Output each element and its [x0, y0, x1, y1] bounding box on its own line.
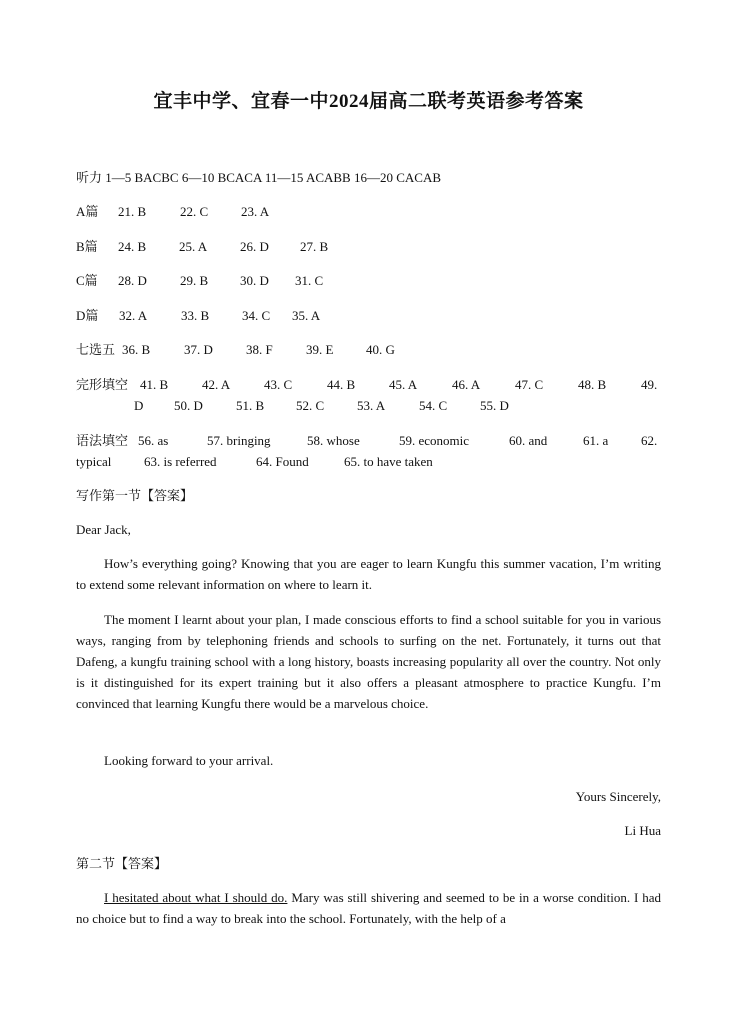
listening-answers: 听力 1—5 BACBC 6—10 BCACA 11—15 ACABB 16—20 CACAB: [76, 170, 442, 185]
section-label: 七选五: [76, 342, 116, 357]
section-label: D篇: [76, 308, 99, 323]
answer: 33. B: [181, 308, 210, 323]
answer: 37. D: [184, 342, 213, 357]
answer: 29. B: [180, 273, 209, 288]
answer: 50. D: [174, 398, 203, 413]
answer: 27. B: [300, 239, 329, 254]
answer: 34. C: [242, 308, 271, 323]
answer: 21. B: [118, 204, 147, 219]
continuation-paragraph: [76, 887, 661, 929]
answer: 44. B: [327, 377, 356, 392]
answer: 49.: [641, 377, 658, 392]
answer: D: [134, 398, 144, 413]
answer: 57. bringing: [207, 433, 271, 448]
answer: 53. A: [357, 398, 386, 413]
letter-signature: Li Hua: [624, 823, 661, 838]
answer: 32. A: [119, 308, 148, 323]
answer: 61. a: [583, 433, 609, 448]
answer: 58. whose: [307, 433, 360, 448]
answer: 63. is referred: [144, 454, 217, 469]
section-label: C篇: [76, 273, 98, 288]
answer: 56. as: [138, 433, 169, 448]
answer: 47. C: [515, 377, 544, 392]
letter-salutation: Dear Jack,: [76, 522, 131, 537]
answer: 62.: [641, 433, 658, 448]
answer: 46. A: [452, 377, 481, 392]
answer: 52. C: [296, 398, 325, 413]
answer: 45. A: [389, 377, 418, 392]
answer: 30. D: [240, 273, 269, 288]
answer: 51. B: [236, 398, 265, 413]
answer: 23. A: [241, 204, 270, 219]
answer: 59. economic: [399, 433, 470, 448]
letter-paragraph-1: How’s everything going? Knowing that you are eager to learn Kungfu this summer vacation, I’m writing to extend some relevant information on where to learn it.: [76, 556, 661, 592]
answer: 35. A: [292, 308, 321, 323]
answer: 42. A: [202, 377, 231, 392]
paragraph-text: Mary was still shivering and seemed to be in a worse condition. I had no choice but to find a way to break into the school. Fortunately, with the help of a: [76, 890, 661, 926]
letter-paragraph-3: Looking forward to your arrival.: [104, 753, 274, 768]
answer: 65. to have taken: [344, 454, 433, 469]
answer: 64. Found: [256, 454, 309, 469]
answer: 22. C: [180, 204, 209, 219]
page-title: 宜丰中学、宜春一中2024届高二联考英语参考答案: [153, 91, 584, 112]
underlined-opening-sentence: I hesitated about what I should do.: [104, 890, 288, 905]
letter-closing: Yours Sincerely,: [575, 789, 661, 804]
answer: 36. B: [122, 342, 151, 357]
answer: 48. B: [578, 377, 607, 392]
answer: 54. C: [419, 398, 448, 413]
section-label: A篇: [76, 204, 99, 219]
answer: 43. C: [264, 377, 293, 392]
answer: 38. F: [246, 342, 273, 357]
answer: 55. D: [480, 398, 509, 413]
section-label: B篇: [76, 239, 98, 254]
writing-section-1-heading: 写作第一节【答案】: [76, 488, 194, 503]
answer: 28. D: [118, 273, 147, 288]
answer: 24. B: [118, 239, 147, 254]
answer: 26. D: [240, 239, 269, 254]
writing-section-2-heading: 第二节【答案】: [76, 856, 168, 871]
answer: 25. A: [179, 239, 208, 254]
answer: typical: [76, 454, 112, 469]
answer: 40. G: [366, 342, 395, 357]
answer: 60. and: [509, 433, 548, 448]
letter-paragraph-2: The moment I learnt about your plan, I made conscious efforts to find a school suitable for you in various ways, ranging from by telephoning friends and schools to surfing on the net. Fortunately, it turns out that Dafeng, a kungfu training school with a long history, boasts increasing popularity all over the country. Not only is it distinguished for its expert training but it also offers a pleasant atmosphere to practice Kungfu. I’m convinced that learning Kungfu there would be a marvelous choice.: [76, 612, 661, 711]
answer: 39. E: [306, 342, 334, 357]
answer: 31. C: [295, 273, 324, 288]
section-label: 语法填空: [76, 433, 129, 448]
answer: 41. B: [140, 377, 169, 392]
section-label: 完形填空: [76, 377, 129, 392]
